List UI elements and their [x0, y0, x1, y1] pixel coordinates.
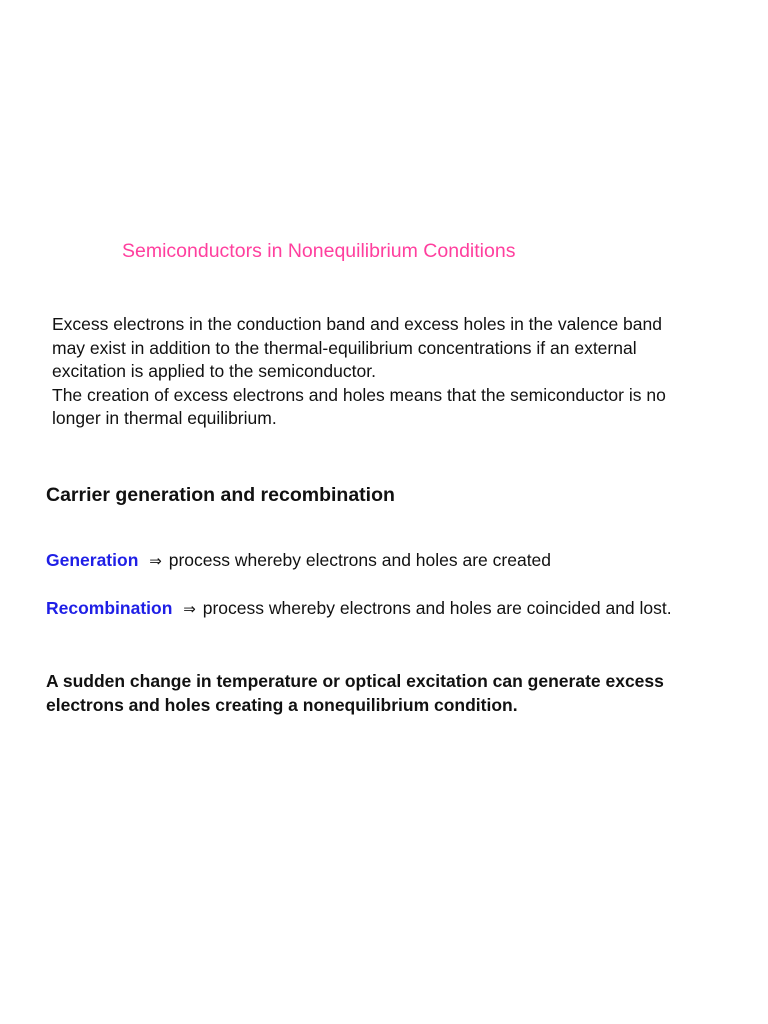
summary-line: A sudden change in temperature or optical excitation can generate excess	[46, 671, 664, 691]
intro-line: longer in thermal equilibrium.	[52, 408, 277, 428]
implies-arrow-icon: ⇒	[183, 600, 196, 618]
definition-recombination	[46, 598, 672, 619]
summary-line: electrons and holes creating a nonequilibrium condition.	[46, 695, 518, 715]
intro-line: The creation of excess electrons and holes means that the semiconductor is no	[52, 384, 666, 405]
intro-line: excitation is applied to the semiconductor.	[52, 361, 376, 381]
definition-text: process whereby electrons and holes are coincided and lost.	[202, 598, 672, 618]
definition-text: process whereby electrons and holes are created	[168, 550, 552, 570]
section-heading: Carrier generation and recombination	[46, 484, 395, 506]
intro-paragraph	[52, 313, 752, 431]
page-title: Semiconductors in Nonequilibrium Conditions	[122, 240, 516, 262]
summary-paragraph	[46, 669, 746, 717]
implies-arrow-icon: ⇒	[149, 552, 162, 570]
definition-term: Recombination	[46, 598, 173, 618]
definition-term: Generation	[46, 550, 139, 570]
intro-line: may exist in addition to the thermal-equilibrium concentrations if an external	[52, 337, 637, 358]
definition-generation	[46, 550, 551, 571]
intro-line: Excess electrons in the conduction band and excess holes in the valence band	[52, 314, 662, 334]
